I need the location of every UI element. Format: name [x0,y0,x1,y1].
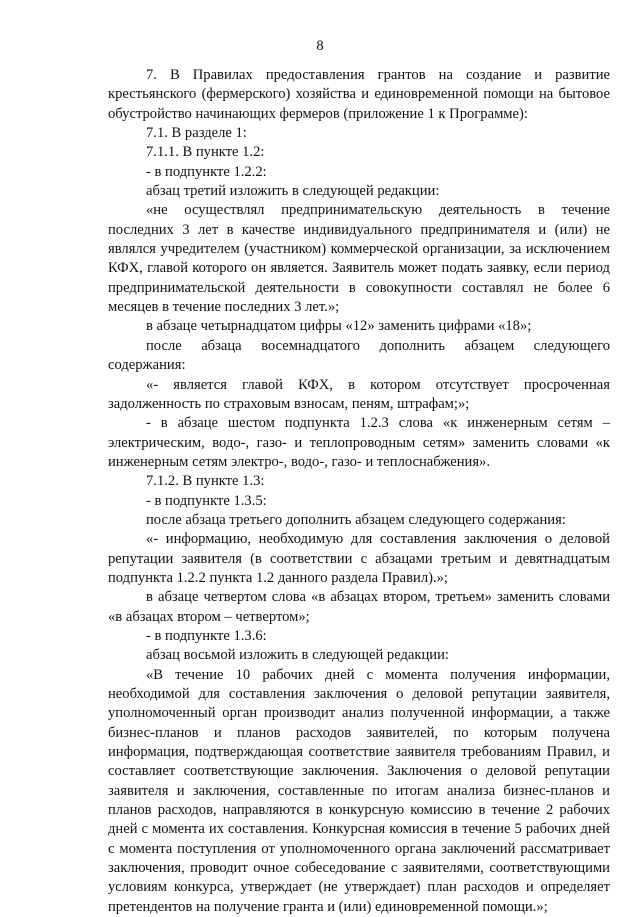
paragraph: 7. В Правилах предоставления грантов на создание и развитие крестьянского (фермерского) хозяйства и единовременной помощи на бытовое обустройство начинающих фермеров (приложение 1 к Программе): [108,67,610,122]
paragraph: абзац третий изложить в следующей редакции: [146,183,440,200]
paragraph: «- информацию, необходимую для составления заключения о деловой репутации заявителя (в соответствии с абзацами третьим и девятнадцатым подпункта 1.2.2 пункта 1.2 данного раздела Правил).»; [108,531,610,586]
paragraph: - в подпункте 1.3.6: [146,627,267,644]
paragraph: 7.1.2. В пункте 1.3: [146,473,265,490]
paragraph: - в подпункте 1.3.5: [146,492,267,509]
paragraph: в абзаце четырнадцатом цифры «12» заменить цифрами «18»; [146,318,532,335]
paragraph: - в подпункте 1.2.2: [146,163,267,180]
page-number: 8 [316,38,324,54]
paragraph: абзац восьмой изложить в следующей редакции: [146,647,449,664]
paragraph: «не осуществлял предпринимательскую деятельность в течение последних 3 лет в качестве индивидуального предпринимателя и (или) не являлся учредителем (участником) коммерческой организации, за исключением КФХ, главой которого он является. Заявитель может подать заявку, если период предпринимательской деятельности в совокупности составлял не более 6 месяцев в течение последних 3 лет.»; [108,202,610,316]
paragraph: 7.1. В разделе 1: [146,125,247,142]
paragraph: «В течение 10 рабочих дней с момента получения информации, необходимой для составления заключения о деловой репутации заявителя, уполномоченный орган производит анализ полученной информации, а также бизнес-планов и планов расходов заявителей, по которым получена информация, подтверждающая соответствие заявителя требованиям Правил, и составляет соответствующие заключения. Заключения о деловой репутации заявителя и заключения, составленные по итогам анализа бизнес-планов и планов расходов, направляются в конкурсную комиссию в течение 2 рабочих дней с момента их составления. Конкурсная комиссия в течение 5 рабочих дней с момента поступления от уполномоченного органа заключений рассматривает заключения, проводит очное собеседование с заявителями, соответствующими условиям конкурса, утверждает (не утверждает) план расходов и определяет претендентов на получение гранта и (или) единовременной помощи.»; [108,666,610,915]
paragraph: - в абзаце шестом подпункта 1.2.3 слова «к инженерным сетям – электрическим, водо-, газо- и теплопроводным сетям» заменить словами «к инженерным сетям электро-, водо-, газо- и теплоснабжения». [108,415,610,470]
paragraph: после абзаца восемнадцатого дополнить абзацем следующего содержания: [108,337,610,374]
paragraph: 7.1.1. В пункте 1.2: [146,144,265,161]
paragraph: в абзаце четвертом слова «в абзацах втором, третьем» заменить словами «в абзацах втором – четвертом»; [108,589,610,625]
paragraph: после абзаца третьего дополнить абзацем следующего содержания: [146,511,566,528]
document-body [108,66,610,917]
paragraph: «- является главой КФХ, в котором отсутствует просроченная задолженность по страховым взносам, пеням, штрафам;»; [108,376,610,412]
